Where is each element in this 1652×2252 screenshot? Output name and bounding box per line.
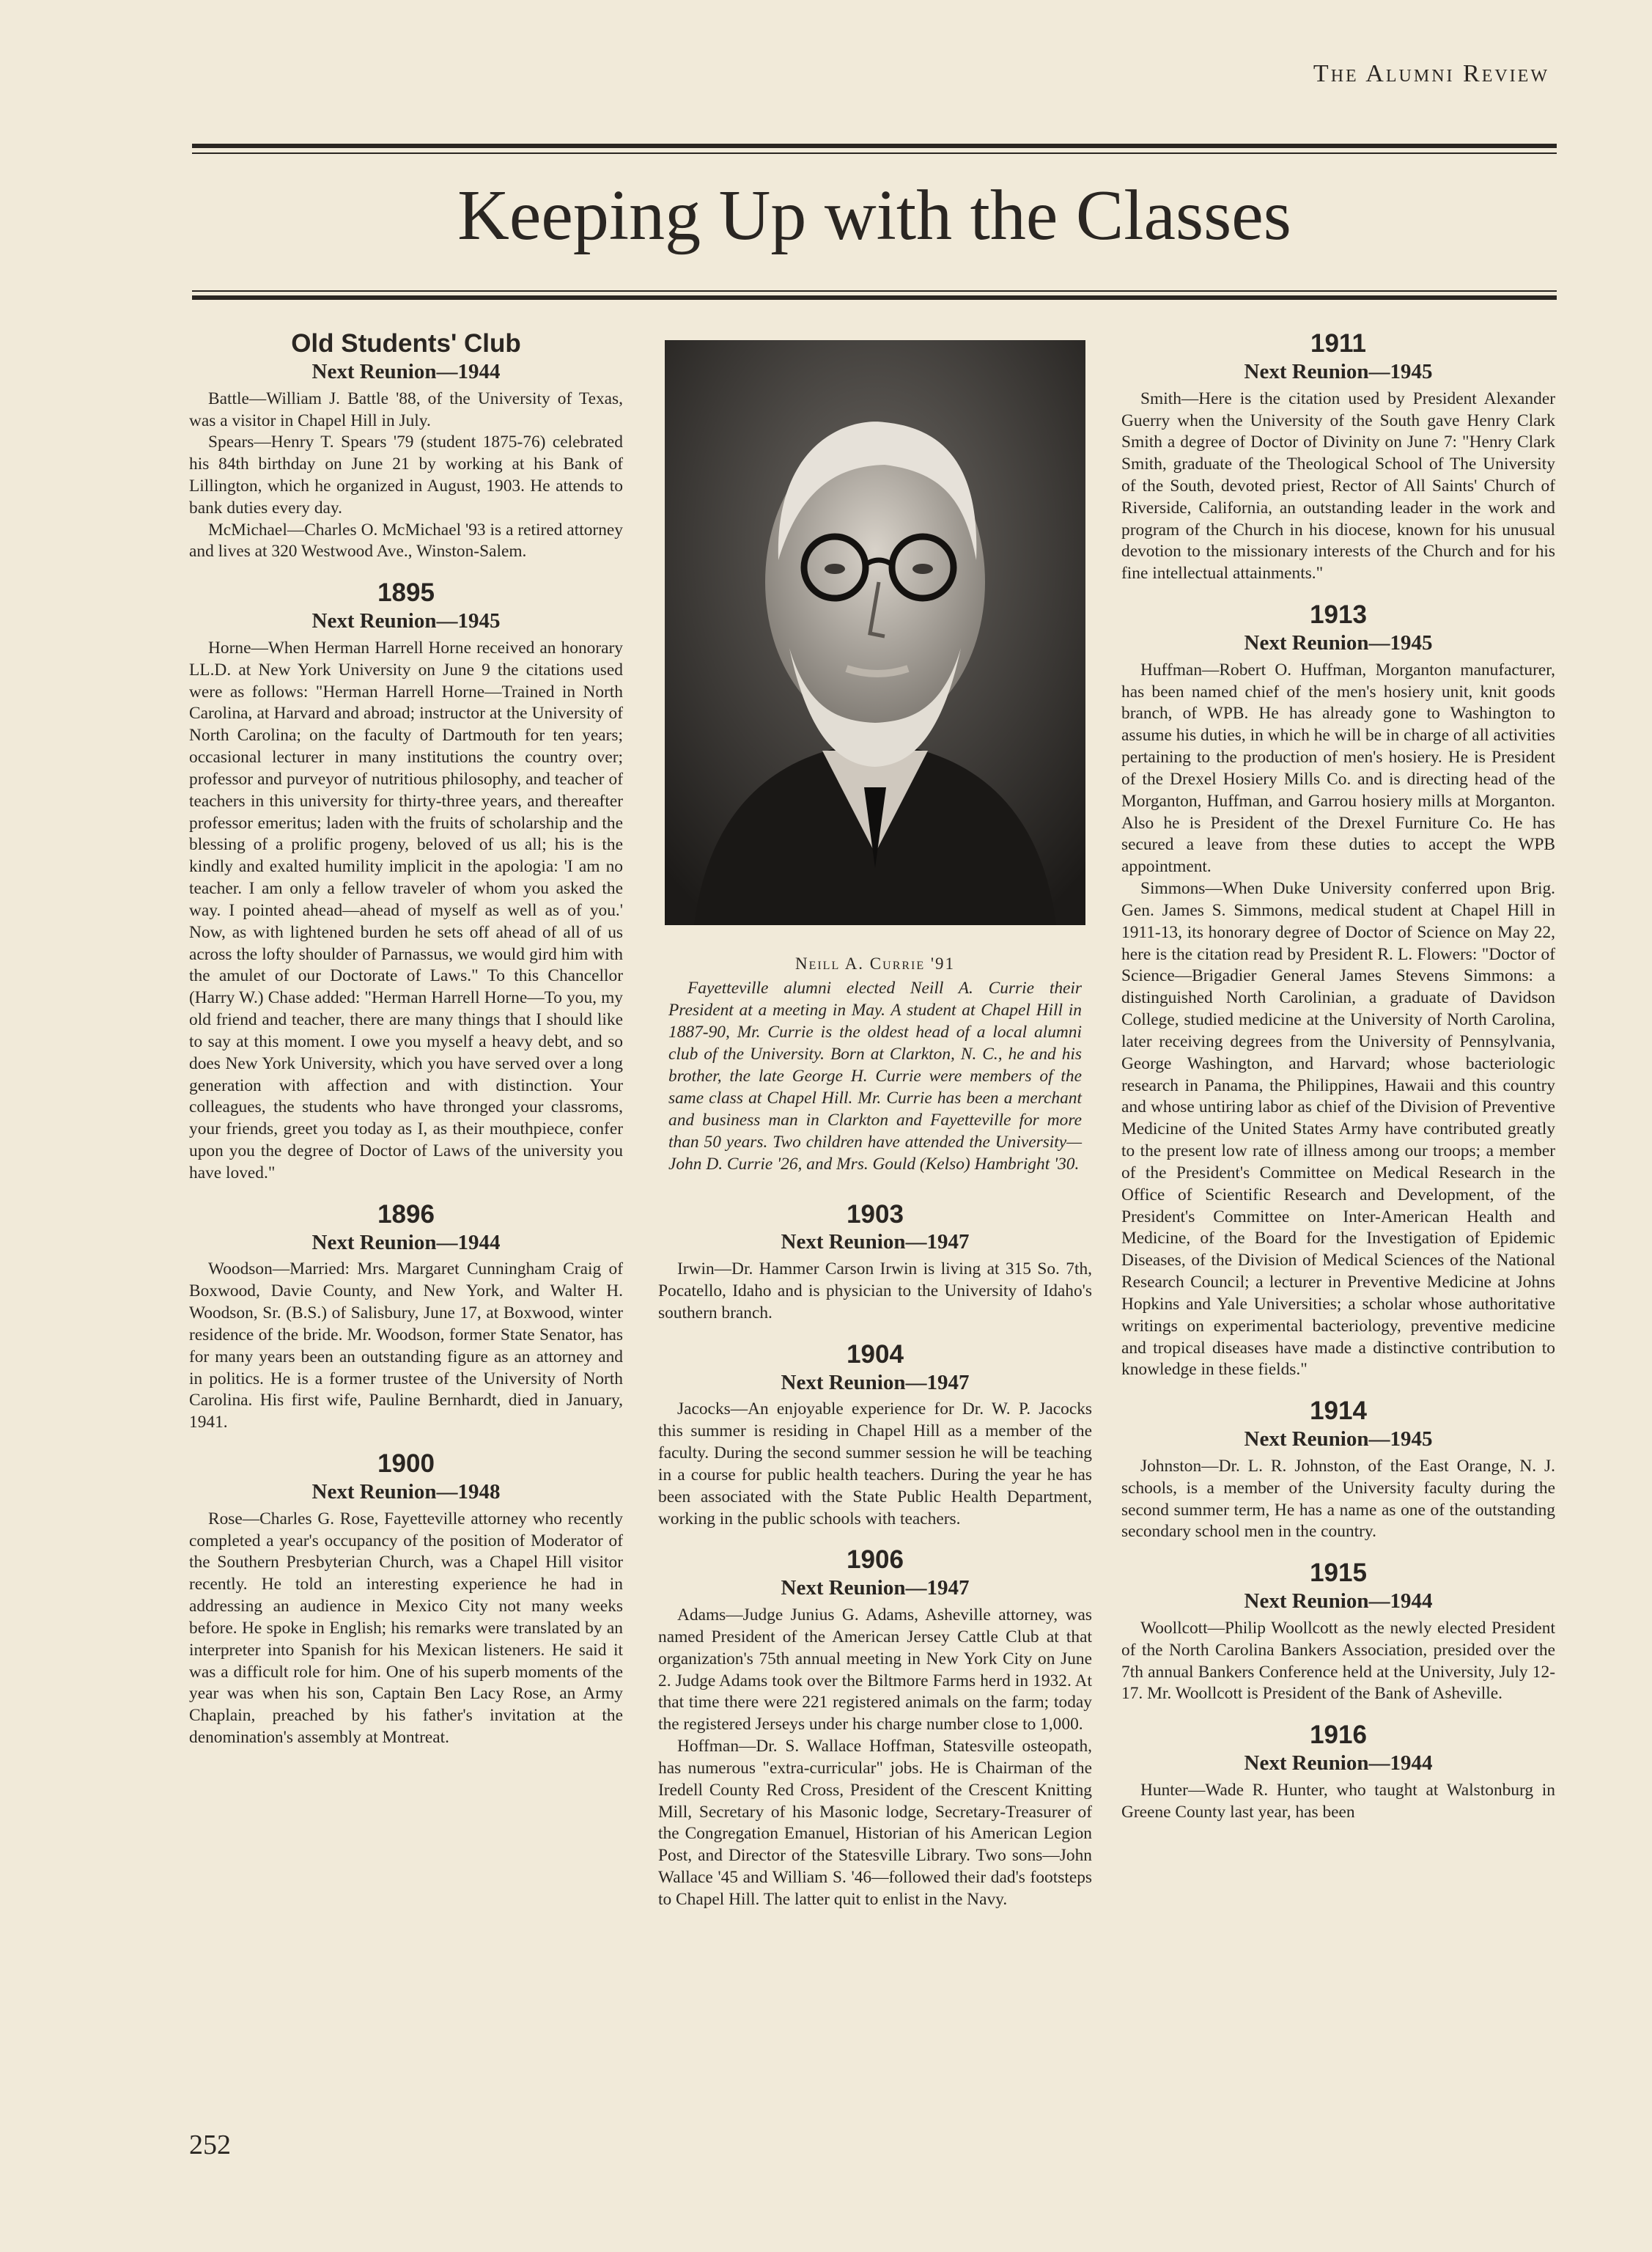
section-heading: Old Students' Club: [291, 329, 521, 358]
section-heading: 1911: [1310, 329, 1366, 358]
class-section: [658, 1546, 1092, 1910]
class-note: McMichael—Charles O. McMichael '93 is a retired attorney and lives at 320 Westwood Ave., Winston-Salem.: [189, 520, 623, 562]
class-section: [1121, 1721, 1555, 1823]
class-section: [1121, 1397, 1555, 1543]
reunion-line: Next Reunion—1945: [1244, 630, 1433, 655]
reunion-line: Next Reunion—1948: [311, 1479, 501, 1504]
class-section: [189, 330, 623, 563]
section-heading: 1915: [1310, 1559, 1367, 1588]
column-right: [1121, 330, 1555, 1840]
class-section: [658, 1201, 1092, 1325]
page-title: Keeping Up with the Classes: [457, 176, 1291, 255]
class-note: Huffman—Robert O. Huffman, Morganton manufacturer, has been named chief of the men's hosiery unit, knit goods branch, of WPB. He has already gone to Washington to assume his duties, in which he will be in charge of all activities pertaining to the production of men's hosiery. He is President of the Drexel Hosiery Mills Co. and is directing head of the Morganton, Huffman, and Garrou hosiery mills at Morganton. Also he is President of the Drexel Furniture Co. He has secured a leave from these duties to accept the WPB appointment.: [1121, 660, 1555, 877]
section-heading: 1904: [847, 1339, 904, 1369]
section-heading: 1896: [377, 1199, 435, 1229]
column-middle: [658, 330, 1092, 1927]
reunion-line: Next Reunion—1944: [1244, 1589, 1433, 1613]
title-rule-top: [192, 144, 1557, 148]
photo-caption: Fayetteville alumni elected Neill A. Currie their President at a meeting in May. A student at Chapel Hill in 1887-90, Mr. Currie is the oldest head of a local alumni club of the University. Born at Clarkton, N. C., he and his brother, the late George H. Currie were members of the same class at Chapel Hill. Mr. Currie has been a merchant and business man in Clarkton and Fayetteville for more than 50 years. Two children have attended the University—John D. Currie '26, and Mrs. Gould (Kelso) Hambright '30.: [668, 979, 1082, 1174]
class-note: Hunter—Wade R. Hunter, who taught at Walstonburg in Greene County last year, has been: [1121, 1780, 1555, 1822]
class-note: Adams—Judge Junius G. Adams, Asheville attorney, was named President of the American Jersey Cattle Club at that organization's 75th annual meeting in New York City on June 2. Judge Adams took over the Biltmore Farms herd in 1932. At that time there were 221 registered animals on the farm; today the registered Jerseys under his charge number close to 1,000.: [658, 1605, 1092, 1734]
class-section: [658, 1341, 1092, 1531]
section-heading: 1900: [377, 1449, 435, 1479]
section-heading: 1906: [847, 1545, 904, 1575]
portrait-photo: [665, 340, 1085, 925]
portrait-illustration: [665, 340, 1085, 925]
running-head: The Alumni Review: [1313, 60, 1549, 87]
reunion-line: Next Reunion—1944: [1244, 1751, 1433, 1775]
class-note: Johnston—Dr. L. R. Johnston, of the East Orange, N. J. schools, is a member of the University faculty during the second summer term, He has a name as one of the outstanding secondary school men in the country.: [1121, 1456, 1555, 1542]
class-note: Hoffman—Dr. S. Wallace Hoffman, Statesville osteopath, has numerous "extra-curricular" jobs. He is Chairman of the Iredell County Red Cross, President of the Crescent Knitting Mill, Secretary of his Masonic lodge, Secretary-Treasurer of the Congregation Emanuel, Historian of his American Legion Post, and Director of the Statesville Library. Two sons—John Wallace '45 and William S. '46—followed their dad's footsteps to Chapel Hill. The latter quit to enlist in the Navy.: [658, 1737, 1092, 1909]
class-section: [189, 579, 623, 1184]
column-left: [189, 330, 623, 1765]
section-heading: 1895: [377, 578, 435, 608]
class-note: Horne—When Herman Harrell Horne received an honorary LL.D. at New York University on June 9 the citations used were as follows: "Herman Harrell Horne—Trained in North Carolina, at Harvard and abroad; instructor at the University of North Carolina; on the faculty of Dartmouth for ten years; occasional lecturer in many institutions the country over; professor and purveyor of nutritious philosophy, and teacher of teachers in this university for thirty-three years, and thereafter professor emeritus; laden with the fruits of scholarship and the blessing of a prolific progeny, beloved of us all; his is the kindly and exalted humility implicit in the apologia: 'I am no teacher. I am only a fellow traveler of whom you asked the way. I pointed ahead—ahead of myself as well as of you.' Now, as with lightened burden he sets off ahead of all of us across the lofty shoulder of Parnassus, we would gird him with the amulet of our Doctorate of Laws." To this Chancellor (Harry W.) Chase added: "Herman Harrell Horne—To you, my old friend and teacher, there are many things that I should like to say at this moment. I owe you myself a heavy debt, and so does New York University, which you have served over a long generation with affection and with distinction. Your colleagues, the students who have thronged your classroms, your friends, greet you today as I, as their mouthpiece, confer upon you the degree of Doctor of Laws of the university you have loved.": [189, 639, 623, 1182]
reunion-line: Next Reunion—1944: [311, 1230, 501, 1254]
class-section: [1121, 330, 1555, 585]
class-note: Rose—Charles G. Rose, Fayetteville attorney who recently completed a year's occupancy of the position of Moderator of the Southern Presbyterian Church, was a Chapel Hill visitor recently. He told an interesting experience he had in addressing an audience in Mexico City not many weeks before. He spoke in English; his remarks were translated by an interpreter into Spanish for his Mexican listeners. He said it was a difficult role for him. One of his superb moments of the year was when his son, Captain Ben Lacy Rose, an Army Chaplain, preached by his father's invitation at the denomination's assembly at Montreat.: [189, 1509, 623, 1747]
reunion-line: Next Reunion—1947: [781, 1370, 970, 1394]
section-heading: 1914: [1310, 1397, 1367, 1426]
section-heading: 1903: [847, 1199, 904, 1229]
photo-caption-name: Neill A. Currie '91: [794, 954, 956, 973]
title-rule-bottom: [192, 295, 1557, 300]
class-note: Woollcott—Philip Woollcott as the newly elected President of the North Carolina Bankers Association, presided over the 7th annual Bankers Conference held at the University, July 12-17. Mr. Woollcott is President of the Bank of Asheville.: [1121, 1618, 1555, 1704]
class-note: Woodson—Married: Mrs. Margaret Cunningham Craig of Boxwood, Davie County, and New York, and Walter H. Woodson, Sr. (B.S.) of Salisbury, June 17, at Boxwood, winter residence of the bride. Mr. Woodson, former State Senator, has for many years been an outstanding figure as an attorney and in politics. He is a former trustee of the University of North Carolina. His first wife, Pauline Bernhardt, died in January, 1941.: [189, 1259, 623, 1432]
class-note: Jacocks—An enjoyable experience for Dr. W. P. Jacocks this summer is residing in Chapel Hill as a member of the faculty. During the second summer session he will be teaching in a course for public health teachers. During the year he has been associated with the State Public Health Department, working in the public schools with teachers.: [658, 1399, 1092, 1528]
reunion-line: Next Reunion—1945: [1244, 359, 1433, 383]
class-note: Simmons—When Duke University conferred upon Brig. Gen. James S. Simmons, medical student at Chapel Hill in 1911-13, its honorary degree of Doctor of Science on May 22, here is the citation read by President R. L. Flowers: "Doctor of Science—Brigadier General James Stevens Simmons: a distinguished North Carolinian, a graduate of Davidson College, studied medicine at the University of North Carolina, later receiving degrees from the University of Pennsylvania, George Washington, and Harvard; whose bacteriologic research in Panama, the Philippines, Hawaii and this country and whose untiring labor as chief of the Division of Preventive Medicine of the United States Army have contributed greatly to the present low rate of illness among our troops; a member of the President's Committee on Medical Research in the Office of Scientific Research and Development, of the President's Committee on Inter-American Health and Medicine, of the Board for the Investigation of Epidemic Diseases, of the Division of Medical Sciences of the National Research Council; a lecturer in Preventive Medicine at Johns Hopkins and Yale Universities; a scholar whose authoritative writings on experimental bacteriology, preventive medicine and tropical diseases have made a distinctive contribution to knowledge in these fields.": [1121, 879, 1555, 1380]
section-heading: 1913: [1310, 600, 1367, 630]
reunion-line: Next Reunion—1945: [311, 609, 501, 633]
class-note: Battle—William J. Battle '88, of the University of Texas, was a visitor in Chapel Hill in July.: [189, 389, 623, 430]
title-rule-bottom-thin: [192, 290, 1557, 292]
class-section: [189, 1450, 623, 1749]
page-number: 252: [189, 2130, 231, 2160]
reunion-line: Next Reunion—1947: [781, 1230, 970, 1254]
class-note: Smith—Here is the citation used by President Alexander Guerry when the University of the South gave Henry Clark Smith a degree of Doctor of Divinity on June 7: "Henry Clark Smith, graduate of the Theological School of The University of the South, devoted priest, Rector of All Saints' Church of Riverside, California, an outstanding leader in the work and program of the Church in his diocese, known for his unusual devotion to the missionary interests of the Church and for his fine intellectual attainments.": [1121, 389, 1555, 584]
class-note: Spears—Henry T. Spears '79 (student 1875-76) celebrated his 84th birthday on June 21 by working at his Bank of Lillington, which he organized in August, 1903. He attends to bank duties every day.: [189, 433, 623, 518]
reunion-line: Next Reunion—1947: [781, 1576, 970, 1600]
title-rule-top-thin: [192, 152, 1557, 154]
class-note: Irwin—Dr. Hammer Carson Irwin is living at 315 So. 7th, Pocatello, Idaho and is physician to the University of Idaho's southern branch.: [658, 1259, 1092, 1322]
class-section: [1121, 1559, 1555, 1705]
class-section: [1121, 601, 1555, 1381]
reunion-line: Next Reunion—1944: [311, 359, 501, 383]
reunion-line: Next Reunion—1945: [1244, 1427, 1433, 1451]
section-heading: 1916: [1310, 1721, 1367, 1750]
class-section: [189, 1201, 623, 1434]
